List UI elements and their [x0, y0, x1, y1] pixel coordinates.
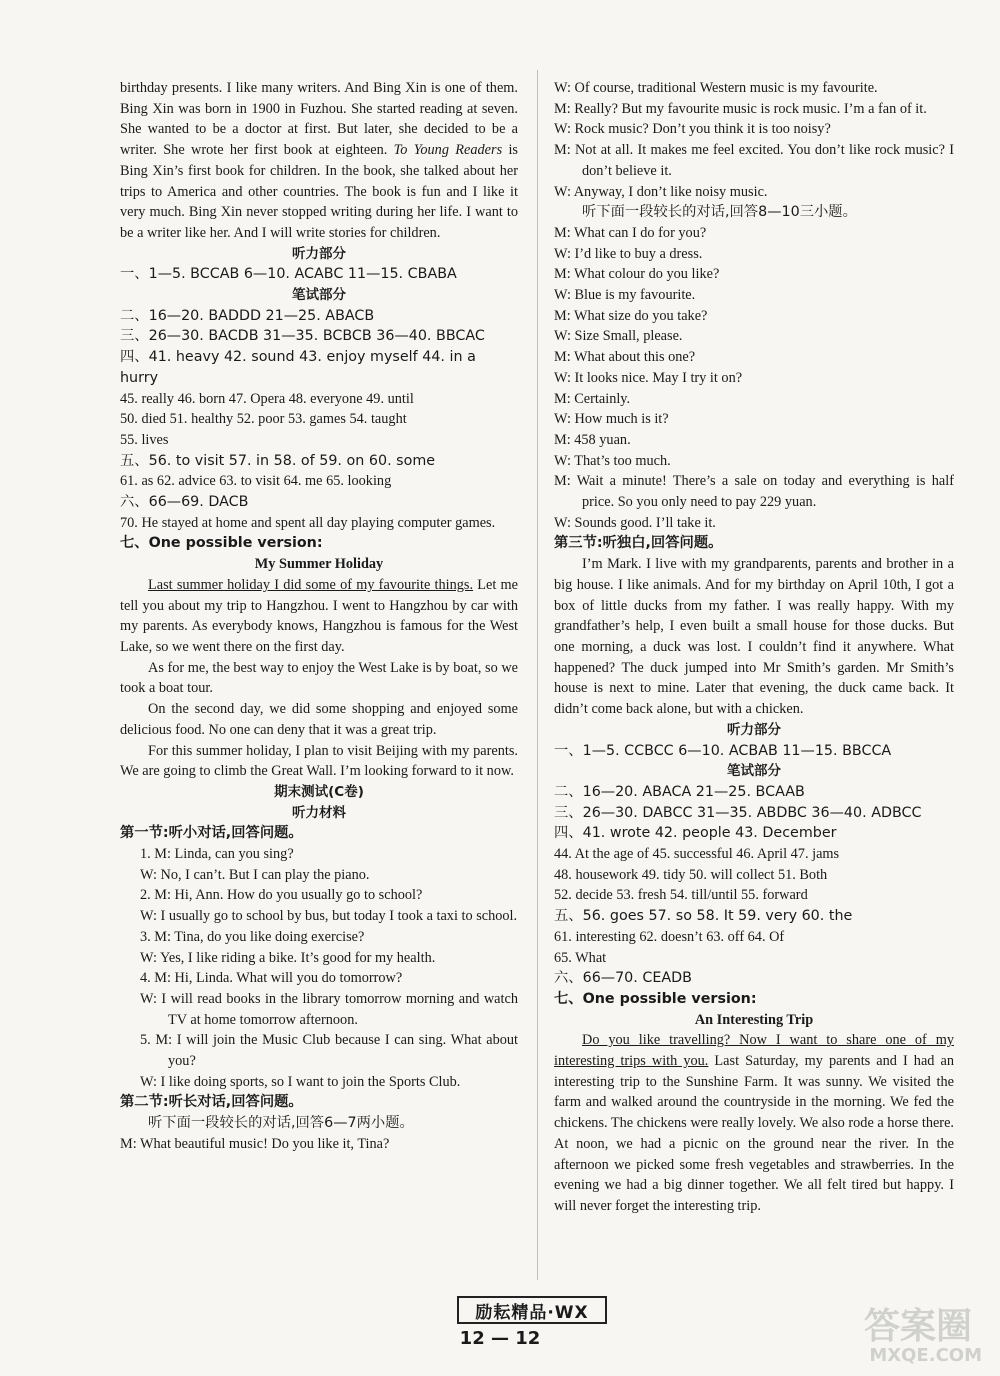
right-column: [554, 78, 954, 1217]
dialog-line: M: Not at all. It makes me feel excited. You don’t like rock music? I don’t believe it.: [554, 142, 954, 179]
answers-part4-line3: 48. housework 49. tidy 50. will collect 51. Both: [554, 866, 828, 883]
answers-part5-line1: 五、56. to visit 57. in 58. of 59. on 60. some: [120, 452, 436, 469]
section1-label: 第一节:听小对话,回答问题。: [120, 825, 303, 842]
dialog4-q: 4. M: Hi, Linda. What will you do tomorrow?: [140, 970, 403, 987]
brand-logo: 励耘精品·WX: [457, 1296, 607, 1324]
dialog-line: M: What about this one?: [554, 349, 696, 366]
dialog-line: W: That’s too much.: [554, 452, 671, 469]
essay3-underlined: Do you like travelling? Now I want to share one of my interesting trips with you.: [554, 1032, 954, 1070]
listening-answers: 一、1—5. CCBCC 6—10. ACBAB 11—15. BBCCA: [554, 742, 892, 759]
book-title: To Young Readers: [393, 142, 503, 159]
answers-part4-line2: 45. really 46. born 47. Opera 48. everyone 49. until: [120, 390, 414, 407]
answers-part6-line1: 六、66—69. DACB: [120, 494, 249, 511]
material-heading: 听力材料: [292, 804, 346, 821]
dialog-line: M: What size do you take?: [554, 307, 708, 324]
dialog-line: W: Blue is my favourite.: [554, 287, 696, 304]
essay3-paragraph: [554, 1030, 954, 1216]
dialog2-q: 2. M: Hi, Ann. How do you usually go to school?: [140, 887, 423, 904]
dialog-line: W: I’d like to buy a dress.: [554, 245, 703, 262]
essay1-text-b: is Bing Xin’s first book for children. In the book, she talked about her trips to America and other countries. The book is fun and I like it very much. Bing Xin never stopped writing during her life. I want to be a writer like her. And I will write stories for children.: [120, 142, 518, 241]
answers-part6-line2: 70. He stayed at home and spent all day playing computer games.: [120, 514, 496, 531]
listening-answers: 一、1—5. BCCAB 6—10. ACABC 11—15. CBABA: [120, 266, 457, 283]
answers-part4-line2: 44. At the age of 45. successful 46. April 47. jams: [554, 846, 840, 863]
dialog-line: W: Rock music? Don’t you think it is too noisy?: [554, 121, 831, 138]
dialog-line: M: Really? But my favourite music is rock music. I’m a fan of it.: [554, 100, 927, 117]
written-heading: 笔试部分: [727, 763, 781, 780]
essay2-p1-rest: Let me tell you about my trip to Hangzhou. I went to Hangzhou by car with my parents. As everybody knows, Hangzhou is famous for the West Lake, so we went there on the first day.: [120, 576, 518, 655]
essay3-rest: Last Saturday, my parents and I had an interesting trip to the Sunshine Farm. It was sunny. We visited the farm and walked around the countryside in the morning. We fed the chickens. The chickens were really lovely. We also rode a horse there. At noon, we had a picnic on the ground near the river. In the afternoon we picked some fresh vegetables and strawberries. In the evening we had a big dinner together. We all felt tired but happy. I will never forget the interesting trip.: [554, 1053, 954, 1214]
dialog-line: W: It looks nice. May I try it on?: [554, 369, 743, 386]
watermark-url: MXQE.COM: [869, 1345, 982, 1366]
answers-part4-line4: 55. lives: [120, 431, 169, 448]
essay3-title: An Interesting Trip: [694, 1011, 814, 1028]
essay2-title: My Summer Holiday: [254, 556, 384, 573]
dialog5-a: W: I like doing sports, so I want to join the Sports Club.: [140, 1073, 461, 1090]
dialog-line: M: What colour do you like?: [554, 266, 720, 283]
page-number: 12 — 12: [459, 1328, 541, 1349]
answers-part5-line2: 61. interesting 62. doesn’t 63. off 64. Of: [554, 928, 785, 945]
section2-intro-2: 听下面一段较长的对话,回答8—10三小题。: [582, 204, 857, 221]
dialog-line: M: Wait a minute! There’s a sale on today and everything is half price. So you only need to pay 229 yuan.: [554, 473, 954, 511]
dialog-line: W: Anyway, I don’t like noisy music.: [554, 183, 768, 200]
dialog1-q: 1. M: Linda, can you sing?: [140, 846, 294, 863]
answers-part2: 二、16—20. ABACA 21—25. BCAAB: [554, 783, 805, 800]
part7-label: 七、One possible version:: [554, 990, 757, 1007]
watermark-logo: [812, 1298, 982, 1366]
dialog5-q: 5. M: I will join the Music Club because I can sing. What about you?: [140, 1032, 518, 1070]
dialog-line: W: Size Small, please.: [554, 328, 683, 345]
answers-part5-line1: 五、56. goes 57. so 58. It 59. very 60. the: [554, 908, 853, 925]
dialog3-a: W: Yes, I like riding a bike. It’s good for my health.: [140, 949, 436, 966]
section2-label: 第二节:听长对话,回答问题。: [120, 1094, 303, 1111]
answers-part3: 三、26—30. DABCC 31—35. ABDBC 36—40. ADBCC: [554, 804, 922, 821]
left-column: [120, 78, 518, 1155]
dialog3-q: 3. M: Tina, do you like doing exercise?: [140, 928, 365, 945]
dialog4-a: W: I will read books in the library tomorrow morning and watch TV at home tomorrow afternoon.: [140, 990, 518, 1028]
answers-part3: 三、26—30. BACDB 31—35. BCBCB 36—40. BBCAC: [120, 328, 485, 345]
essay2-paragraph-1: [120, 575, 518, 658]
answers-part4-line1: 四、41. wrote 42. people 43. December: [554, 825, 837, 842]
dialog-line: W: Of course, traditional Western music is my favourite.: [554, 80, 878, 96]
answers-part2: 二、16—20. BADDD 21—25. ABACB: [120, 307, 375, 324]
essay2-paragraph-2: As for me, the best way to enjoy the West Lake is by boat, so we took a boat tour.: [120, 659, 518, 697]
essay1-tail: [120, 78, 518, 244]
column-divider: [537, 70, 538, 1280]
dialog-line: M: Certainly.: [554, 390, 631, 407]
written-heading: 笔试部分: [292, 287, 346, 304]
dialog-line: W: How much is it?: [554, 411, 669, 428]
dialog-line: W: Sounds good. I’ll take it.: [554, 514, 716, 531]
answers-part4-line3: 50. died 51. healthy 52. poor 53. games 54. taught: [120, 411, 407, 428]
listening-heading: 听力部分: [727, 721, 781, 738]
section3-label: 第三节:听独白,回答问题。: [554, 535, 723, 552]
listening-heading: 听力部分: [292, 245, 346, 262]
essay1-text-a: birthday presents. I like many writers. And Bing Xin is one of them. Bing Xin was born in 1900 in Fuzhou. She started reading at seven. She wanted to be a doctor at first. But later, she decided to be a writer. She wrote her first book at eighteen.: [120, 80, 518, 159]
answers-part4-line1: 四、41. heavy 42. sound 43. enjoy myself 44. in a hurry: [120, 349, 476, 386]
test-title: 期末测试(C卷): [274, 783, 364, 800]
part7-label: 七、One possible version:: [120, 535, 323, 552]
answers-part5-line3: 65. What: [554, 949, 607, 966]
dialog6-start: M: What beautiful music! Do you like it, Tina?: [120, 1135, 390, 1152]
answers-part6: 六、66—70. CEADB: [554, 970, 692, 987]
watermark-glyphs: 答案圈: [863, 1306, 972, 1347]
dialog-line: M: 458 yuan.: [554, 431, 631, 448]
answers-part5-line2: 61. as 62. advice 63. to visit 64. me 65. looking: [120, 473, 392, 490]
essay2-paragraph-4: For this summer holiday, I plan to visit Beijing with my parents. We are going to climb the Great Wall. I’m looking forward to it now.: [120, 742, 518, 780]
monologue: I’m Mark. I live with my grandparents, parents and brother in a big house. I like animals. And for my birthday on April 10th, I got a box of little ducks from my father. I was really happy. With my grandfather’s help, I even built a small house for those ducks. But one morning, a duck was lost. I couldn’t find it anywhere. What happened? The duck jumped into Mr Smith’s garden. Mr Smith’s house is next to mine. Later that evening, the duck came back. It didn’t come back alone, but with a chicken.: [554, 556, 954, 718]
dialog-line: M: What can I do for you?: [554, 224, 707, 241]
section2-intro: 听下面一段较长的对话,回答6—7两小题。: [148, 1115, 414, 1132]
essay2-underlined: Last summer holiday I did some of my favourite things.: [148, 576, 474, 593]
answers-part4-line4: 52. decide 53. fresh 54. till/until 55. forward: [554, 887, 808, 904]
dialog2-a: W: I usually go to school by bus, but today I took a taxi to school.: [140, 908, 518, 925]
dialog1-a: W: No, I can’t. But I can play the piano.: [140, 866, 370, 883]
essay2-paragraph-3: On the second day, we did some shopping and enjoyed some delicious food. No one can deny that it was a great trip.: [120, 701, 518, 738]
